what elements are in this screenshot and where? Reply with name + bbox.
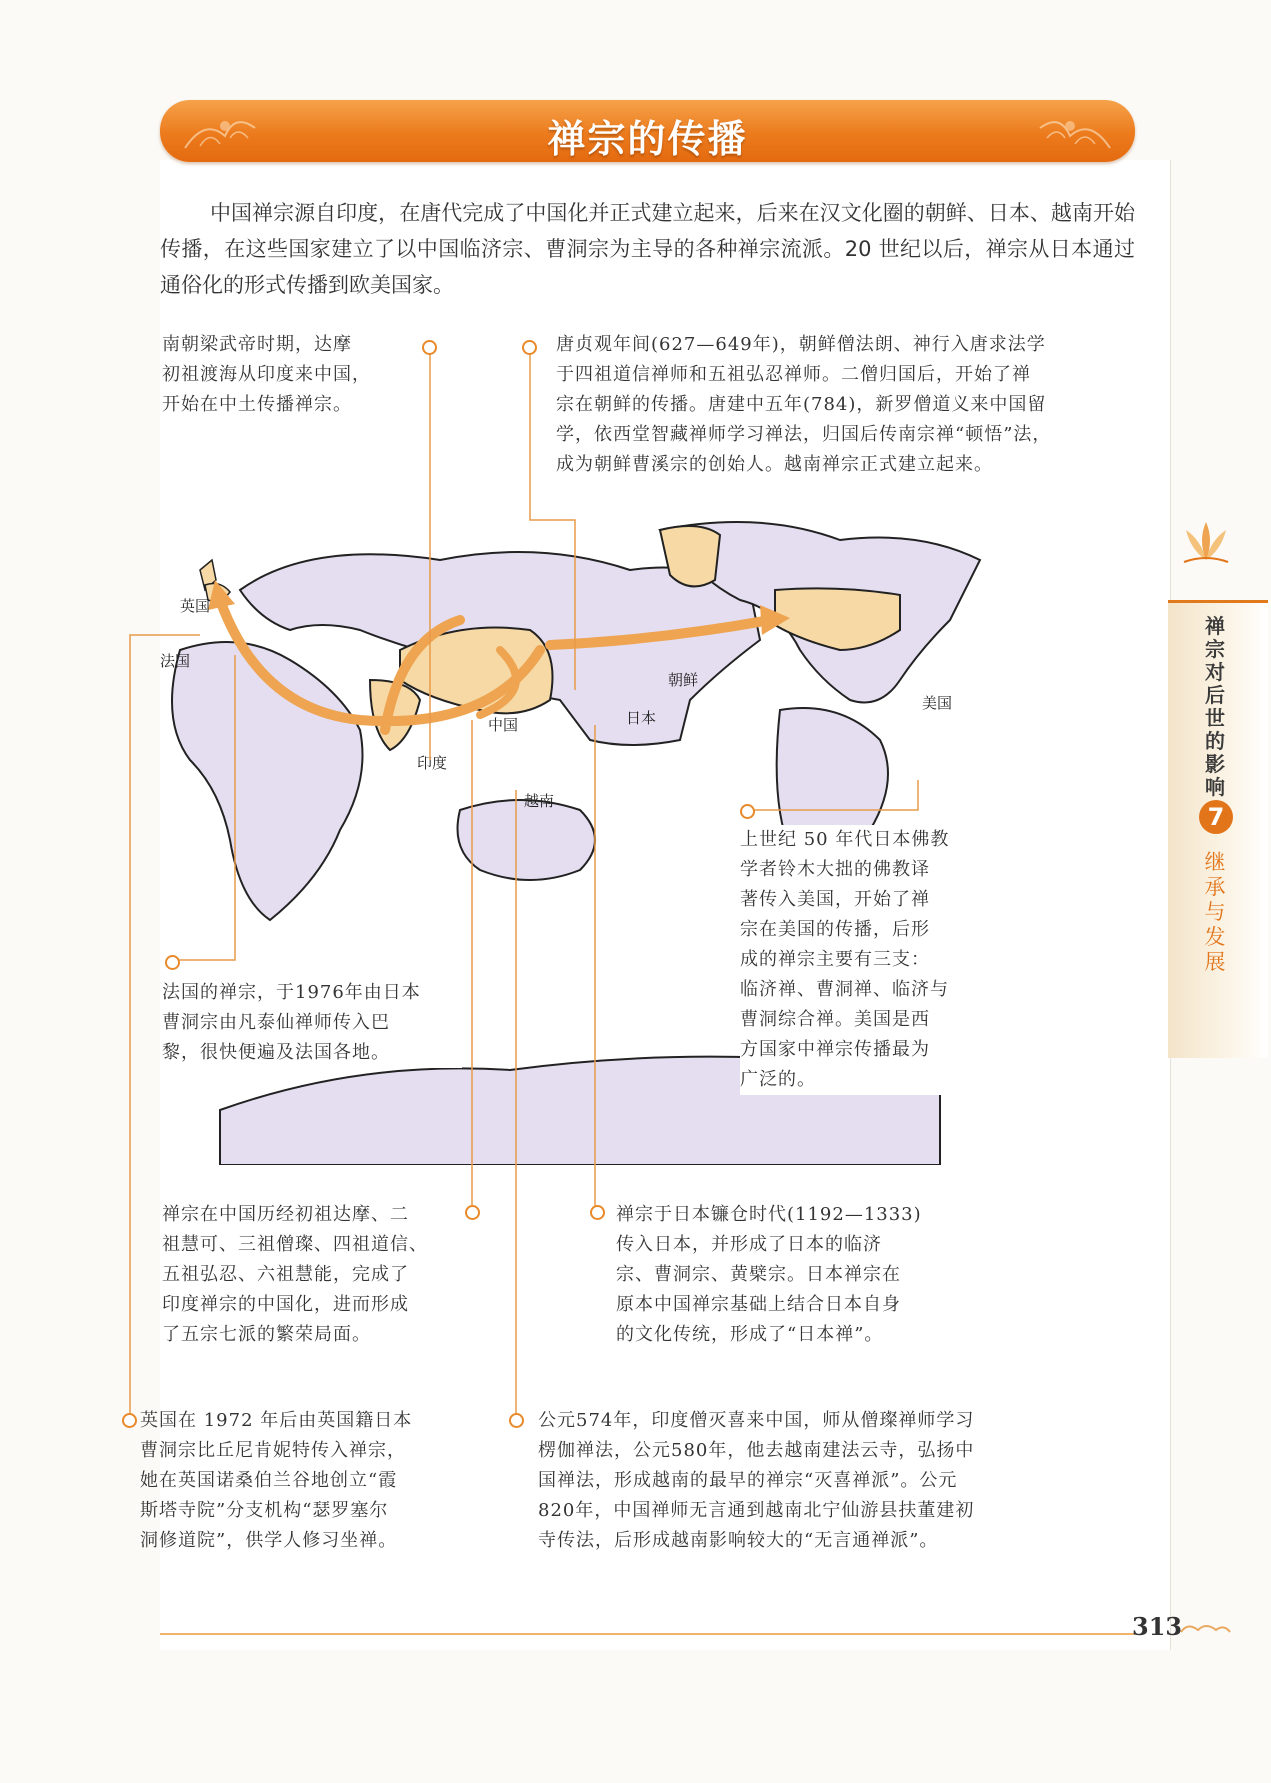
marker-dot [590, 1205, 605, 1220]
cloud-ornament-icon [1178, 1620, 1233, 1640]
label-usa: 美国 [922, 694, 953, 712]
label-korea: 朝鲜 [668, 671, 699, 689]
footer-rule [160, 1633, 1135, 1635]
page-number: 313 [1132, 1612, 1183, 1641]
note-china: 禅宗在中国历经初祖达摩、二 祖慧可、三祖僧璨、四祖道信、 五祖弘忍、六祖慧能，完成了 印度禅宗的中国化，进而形成 了五宗七派的繁荣局面。 [162, 1204, 428, 1345]
label-uk: 英国 [180, 597, 211, 615]
note-japan: 禅宗于日本镰仓时代(1192—1333) 传入日本，并形成了日本的临济 宗、曹洞宗、黄檗宗。日本禅宗在 原本中国禅宗基础上结合日本自身 的文化传统，形成了“日本禅”。 [616, 1204, 922, 1345]
intro-paragraph: 中国禅宗源自印度，在唐代完成了中国化并正式建立起来，后来在汉文化圈的朝鲜、日本、越南开始传播，在这些国家建立了以中国临济宗、曹洞宗为主导的各种禅宗流派。20 世纪以后，禅宗从日本通过通俗化的形式传播到欧美国家。 [160, 201, 1135, 297]
lotus-icon [1176, 520, 1236, 565]
marker-dot [509, 1413, 524, 1428]
label-france: 法国 [160, 652, 191, 670]
marker-dot [165, 955, 180, 970]
note-france: 法国的禅宗，于1976年由日本 曹洞宗由凡泰仙禅师传入巴 黎，很快便遍及法国各地。 [162, 978, 462, 1068]
label-vietnam: 越南 [524, 792, 555, 810]
marker-dot [522, 340, 537, 355]
page-title: 禅宗的传播 [547, 117, 748, 161]
note-liang-wudi: 南朝梁武帝时期，达摩 初祖渡海从印度来中国， 开始在中土传播禅宗。 [162, 334, 371, 415]
label-china: 中国 [488, 716, 519, 734]
chapter-subtitle: 继承与发展 [1204, 850, 1226, 974]
marker-dot [422, 340, 437, 355]
label-japan: 日本 [626, 709, 657, 727]
chapter-section-title: 禅宗对后世的影响 [1205, 614, 1225, 799]
chapter-number-badge: 7 [1199, 800, 1233, 834]
marker-dot [465, 1205, 480, 1220]
note-vietnam: 公元574年，印度僧灭喜来中国，师从僧璨禅师学习 楞伽禅法，公元580年，他去越南建法云寺，弘扬中 国禅法，形成越南的最早的禅宗“灭喜禅派”。公元 820年，中国禅师无言通到越南北宁仙游县扶董建初 寺传法，后形成越南影响较大的“无言通禅派”。 [538, 1410, 975, 1551]
note-england: 英国在 1972 年后由英国籍日本 曹洞宗比丘尼肯妮特传入禅宗， 她在英国诺桑伯兰谷地创立“霞 斯塔寺院”分支机构“瑟罗塞尔 洞修道院”，供学人修习坐禅。 [140, 1410, 413, 1551]
marker-dot [740, 804, 755, 819]
note-korea: 唐贞观年间(627—649年)，朝鲜僧法朗、神行入唐求法学 于四祖道信禅师和五祖弘忍禅师。二僧归国后，开始了禅 宗在朝鲜的传播。唐建中五年(784)，新罗僧道义来中国留 学，依西堂智藏禅师学习禅法，归国后传南宗禅“顿悟”法， 成为朝鲜曹溪宗的创始人。越南禅宗正式建立起来。 [556, 334, 1052, 475]
note-america: 上世纪 50 年代日本佛教 学者铃木大拙的佛教译 著传入美国，开始了禅 宗在美国的传播，后形 成的禅宗主要有三支： 临济禅、曹洞禅、临济与 曹洞综合禅。美国是西 方国家中禅宗传播最为 广泛的。 [740, 825, 1010, 1095]
label-india: 印度 [417, 754, 448, 772]
marker-dot [122, 1413, 137, 1428]
